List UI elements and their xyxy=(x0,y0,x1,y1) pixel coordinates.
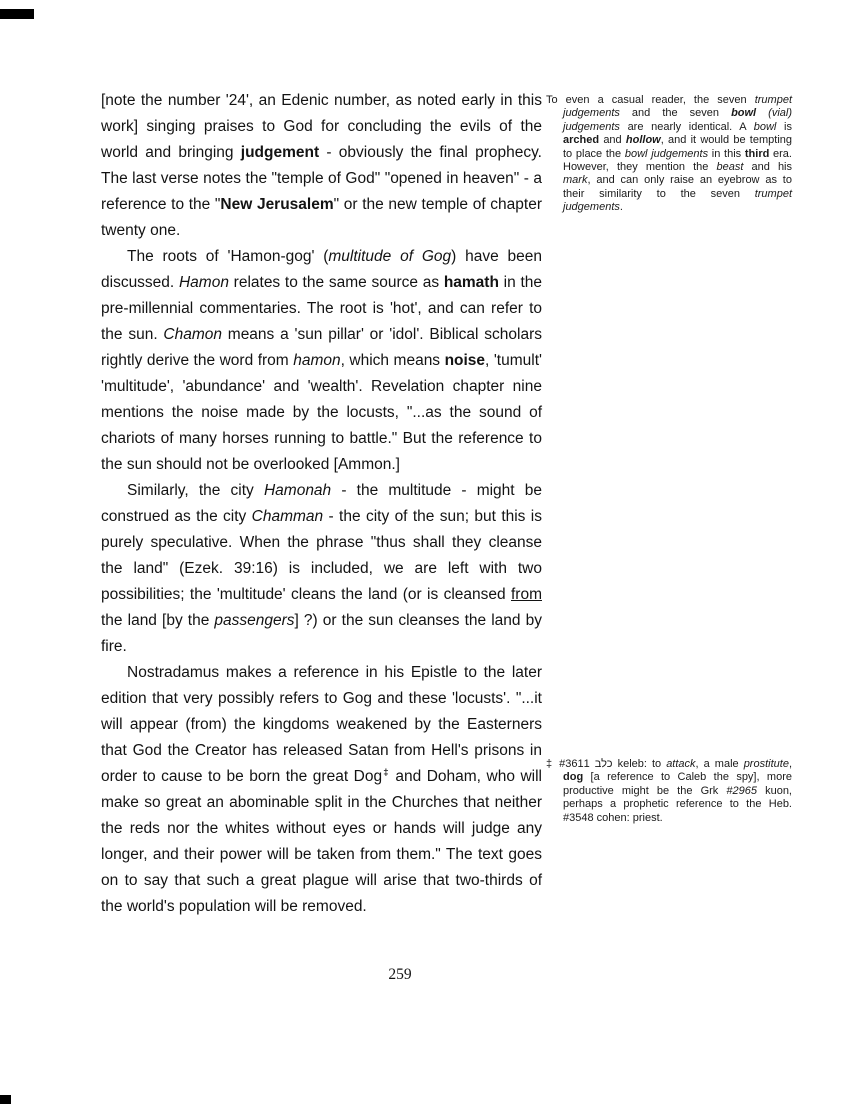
scan-artifact-bottom-left xyxy=(0,1095,11,1104)
margin-note-text: ‡ #3611 כלב keleb: to attack, a male prostitute, dog [a reference to Caleb the spy], more productive might be the Grk #2965 kuon, perhaps a prophetic reference to the Heb. #3548 cohen: priest. xyxy=(546,758,792,824)
paragraph: [note the number '24', an Edenic number, as noted early in this work] singing praises to God for concluding the evils of the world and bringing judgement - obviously the final prophecy. The last verse notes the "temple of God" "opened in heaven" - a reference to the "New Jerusalem" or the new temple of chapter twenty one. xyxy=(101,92,542,239)
margin-note-keleb-footnote xyxy=(546,758,792,825)
paragraph: Similarly, the city Hamonah - the multitude - might be construed as the city Chamman - the city of the sun; but this is purely speculative. When the phrase "thus shall they cleanse the land" (Ezek. 39:16) is included, we are left with two possibilities; the 'multitude' cleans the land (or is cleansed from the land [by the passengers] ?) or the sun cleanses the land by fire. xyxy=(101,482,542,655)
margin-note-text: To even a casual reader, the seven trumpet judgements and the seven bowl (vial) judgements are nearly identical. A bowl is arched and hollow, and it would be tempting to place the bowl judgements in this third era. However, they mention the beast and his mark, and can only raise an eyebrow as to their similarity to the seven trumpet judgements. xyxy=(546,94,793,214)
paragraph: The roots of 'Hamon-gog' (multitude of Gog) have been discussed. Hamon relates to the same source as hamath in the pre-millennial commentaries. The root is 'hot', and can refer to the sun. Chamon means a 'sun pillar' or 'idol'. Biblical scholars rightly derive the word from hamon, which means noise, 'tumult' 'multitude', 'abundance' and 'wealth'. Revelation chapter nine mentions the noise made by the locusts, "...as the sound of chariots of many horses running to battle." But the reference to the sun should not be overlooked [Ammon.] xyxy=(101,248,542,473)
scan-artifact-top-left xyxy=(0,9,34,19)
paragraph: Nostradamus makes a reference in his Epistle to the later edition that very possibly refers to Gog and these 'locusts'. "...it will appear (from) the kingdoms weakened by the Easterners that God the Creator has released Satan from Hell's prisons in order to cause to be born the great Dog‡ and Doham, who will make so great an abominable split in the Churches that neither the reds nor the whites without eyes or hands will judge any longer, and their power will be taken from them." The text goes on to say that such a great plague will arise that two-thirds of the world's population will be removed. xyxy=(101,664,542,915)
main-text-column xyxy=(101,88,542,920)
page-number: 259 xyxy=(388,966,412,983)
margin-note-trumpet-bowl xyxy=(546,94,792,215)
